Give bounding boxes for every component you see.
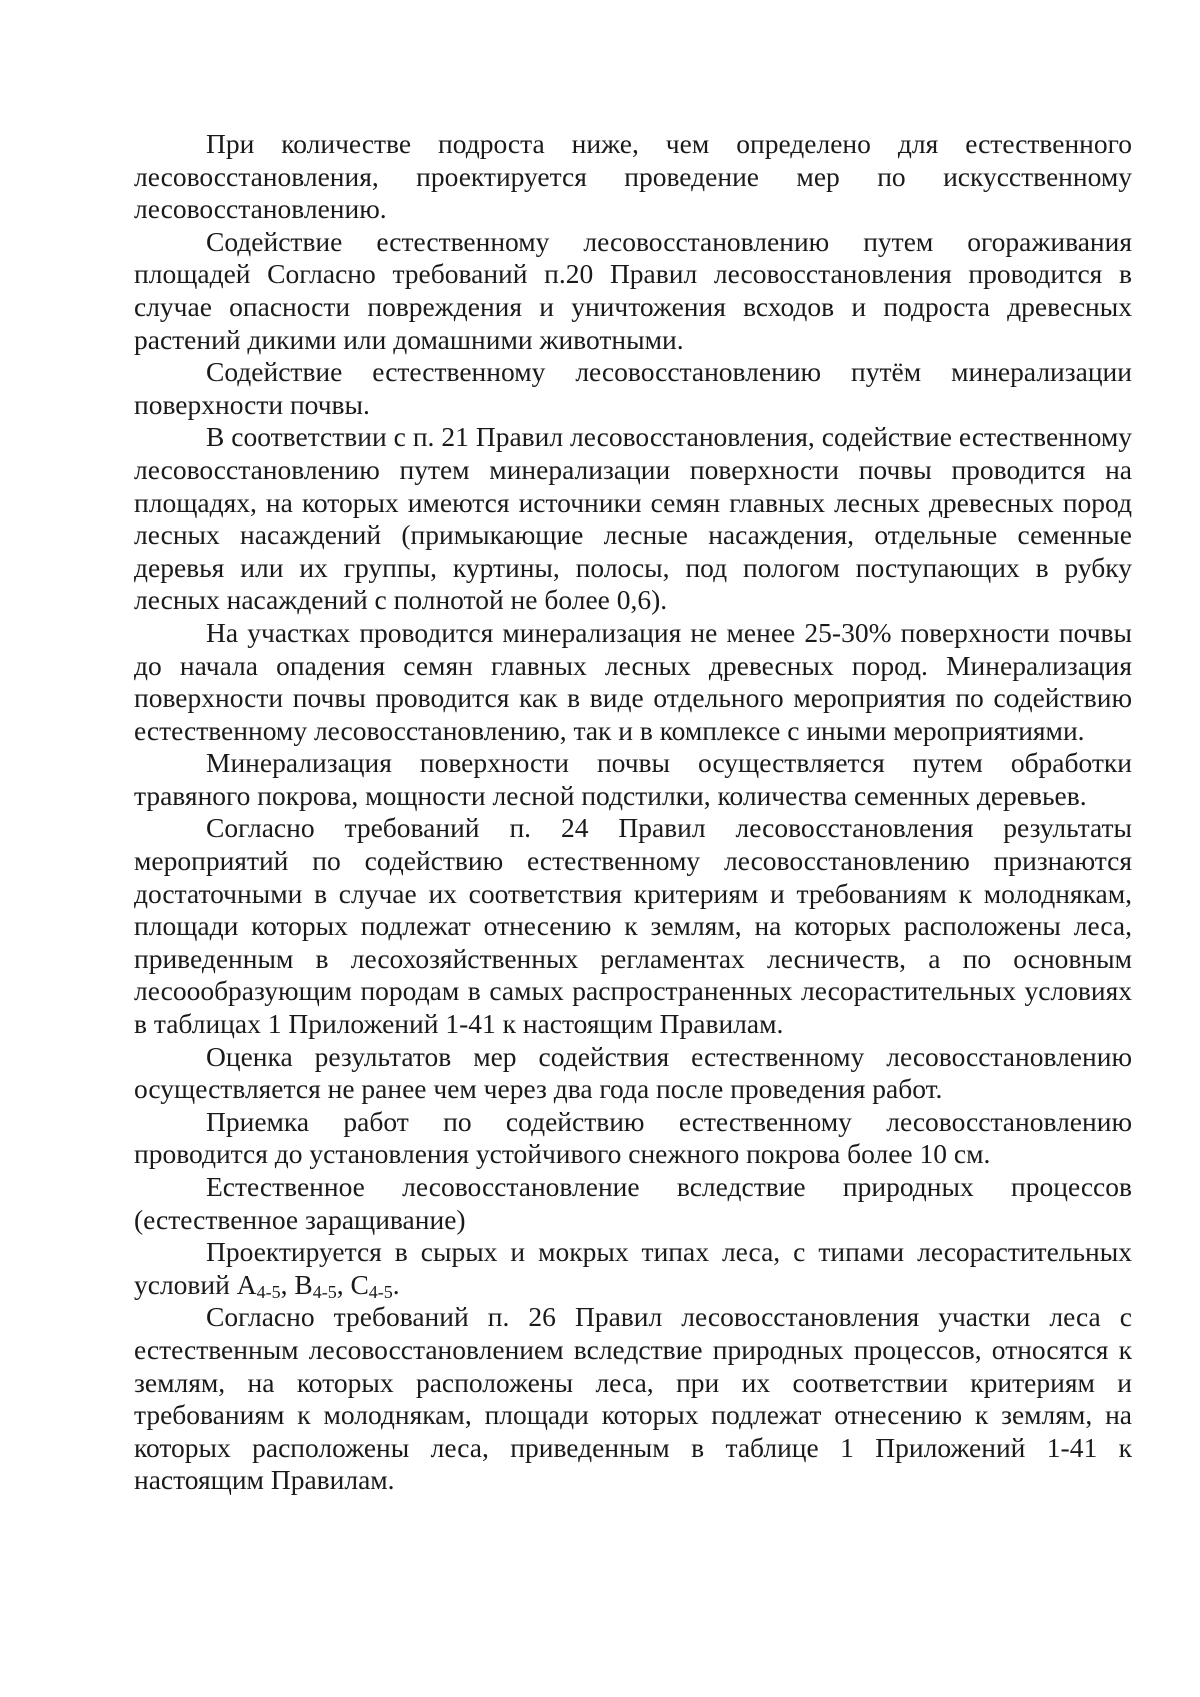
condition-a-subscript: 4-5 bbox=[256, 1281, 281, 1302]
condition-b-subscript: 4-5 bbox=[312, 1281, 337, 1302]
paragraph: Оценка результатов мер содействия естественному лесовосстановлению осуществляется не ранее чем через два года после проведения работ. bbox=[134, 1040, 1132, 1105]
paragraph: Приемка работ по содействию естественному лесовосстановлению проводится до установления устойчивого снежного покрова более 10 см. bbox=[134, 1105, 1132, 1170]
paragraph: Минерализация поверхности почвы осуществляется путем обработки травяного покрова, мощности лесной подстилки, количества семенных деревьев. bbox=[134, 747, 1132, 811]
condition-c-subscript: 4-5 bbox=[368, 1281, 393, 1302]
paragraph: Содействие естественному лесовосстановлению путем огораживания площадей Согласно требований п.20 Правил лесовосстановления проводится в случае опасности повреждения и уничтожения всходов и подроста древесных растений дикими или домашними животными. bbox=[134, 225, 1132, 355]
paragraph: На участках проводится минерализация не менее 25-30% поверхности почвы до начала опадения семян главных лесных древесных пород. Минерализация поверхности почвы проводится как в виде отдельного мероприятия по содействию естественному лесовосстановлению, так и в комплексе с иными мероприятиями. bbox=[134, 616, 1132, 746]
conditions-paragraph bbox=[134, 1236, 1132, 1301]
paragraph: При количестве подроста ниже, чем определено для естественного лесовосстановления, проектируется проведение мер по искусственному лесовосстановлению. bbox=[134, 128, 1132, 225]
condition-b: В bbox=[294, 1268, 313, 1300]
paragraph: В соответствии с п. 21 Правил лесовосстановления, содействие естественному лесовосстановлению путем минерализации поверхности почвы проводится на площадях, на которых имеются источники семян главных лесных древесных пород лесных насаждений (примыкающие лесные насаждения, отдельные семенные деревья или их группы, куртины, полосы, под пологом поступающих в рубку лесных насаждений с полнотой не более 0,6). bbox=[134, 421, 1132, 616]
paragraph: Согласно требований п. 24 Правил лесовосстановления результаты мероприятий по содействию естественному лесовосстановлению признаются достаточными в случае их соответствия критериям и требованиям к молоднякам, площади которых подлежат отнесению к землям, на которых расположены леса, приведенным в лесохозяйственных регламентах лесничеств, а по основным лесоообразующим породам в самых распространенных лесорастительных условиях в таблицах 1 Приложений 1-41 к настоящим Правилам. bbox=[134, 812, 1132, 1040]
separator: , bbox=[336, 1268, 351, 1300]
document-body bbox=[134, 128, 1132, 1497]
paragraph: Естественное лесовосстановление вследствие природных процессов (естественное заращивание) bbox=[134, 1171, 1132, 1235]
paragraph: Согласно требований п. 26 Правил лесовосстановления участки леса с естественным лесовосстановлением вследствие природных процессов, относятся к землям, на которых расположены леса, при их соответствии критериям и требованиям к молоднякам, площади которых подлежат отнесению к землям, на которых расположены леса, приведенным в таблице 1 Приложений 1-41 к настоящим Правилам. bbox=[134, 1301, 1132, 1496]
conditions-lead: Проектируется в сырых и мокрых типах леса, с типами лесорастительных условий bbox=[134, 1236, 1132, 1300]
condition-c: С bbox=[350, 1268, 369, 1300]
paragraph: Содействие естественному лесовосстановлению путём минерализации поверхности почвы. bbox=[134, 356, 1132, 420]
condition-a: А bbox=[236, 1268, 257, 1300]
separator: , bbox=[280, 1268, 295, 1300]
sentence-end: . bbox=[392, 1268, 400, 1300]
